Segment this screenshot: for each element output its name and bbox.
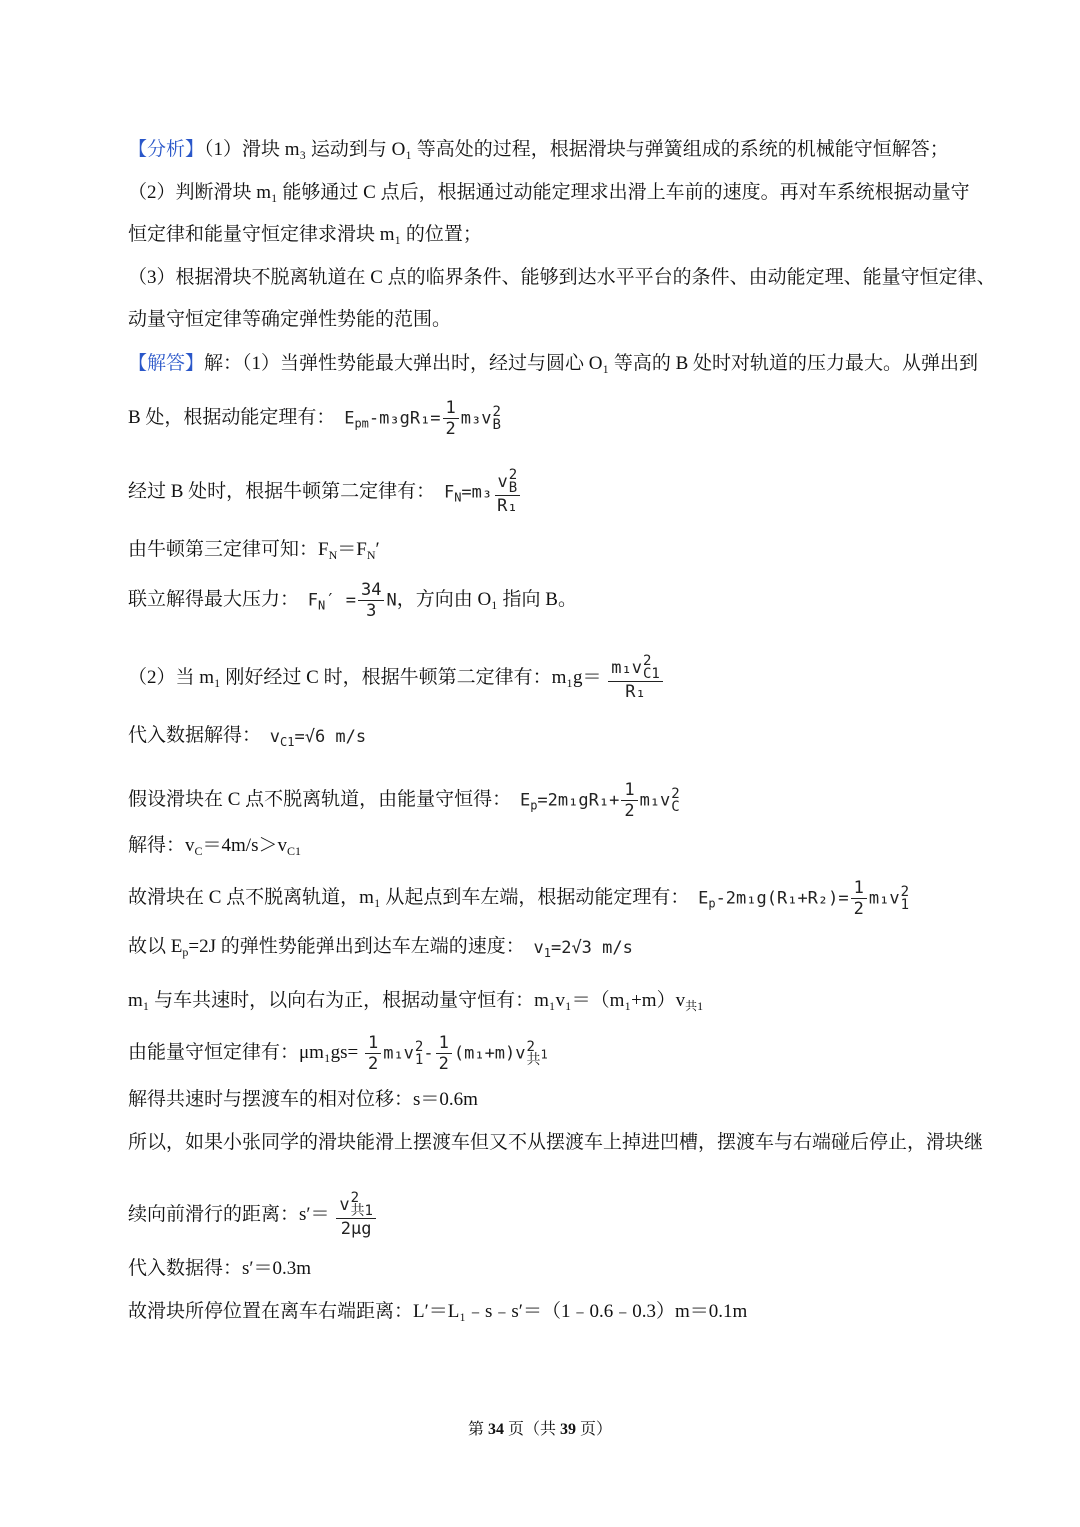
eq-part: [608, 655, 663, 682]
footer-text: 页）: [576, 1421, 613, 1438]
solution-line-2: [128, 398, 501, 439]
solution-line-14: 解得共速时与摆渡车的相对位移：s＝0.6m: [128, 1089, 478, 1110]
solution-line-16: [128, 1192, 378, 1239]
eq-part: 共1: [350, 1203, 373, 1219]
solution-line-6: [128, 655, 665, 702]
eq-part: 1: [365, 1033, 381, 1054]
eq-part: (m₁+m)v: [453, 1043, 526, 1064]
text: 由牛顿第三定律可知：F: [128, 539, 329, 560]
equation-work-energy: [698, 878, 909, 919]
eq-part: E: [519, 790, 531, 811]
eq-part: N: [454, 490, 462, 505]
fraction: [365, 1033, 381, 1074]
equation-energy-b: [344, 398, 501, 439]
text: ′: [375, 539, 380, 560]
sub: C1: [286, 844, 301, 858]
eq-part: v: [269, 726, 281, 747]
text: 故滑块在 C 点不脱离轨道，m₁ 从起点到车左端，根据动能定理有：: [128, 886, 690, 908]
eq-part: 2: [492, 403, 501, 420]
solution-tag: 【解答】: [128, 353, 205, 374]
eq-part: p: [708, 896, 716, 911]
eq-part: 1: [621, 780, 637, 801]
sub: N: [328, 548, 338, 562]
analysis-line-2: （2）判断滑块 m₁ 能够通过 C 点后，根据通过动能定理求出滑上车前的速度。再对车系统根据动量守: [128, 182, 970, 203]
analysis-line-1: [128, 137, 949, 163]
sub: N: [366, 548, 376, 562]
eq-part: 1: [851, 878, 867, 899]
analysis-line-4: （3）根据滑块不脱离轨道在 C 点的临界条件、能够到达水平平台的条件、由动能定理、能量守恒定律、: [128, 267, 996, 288]
eq-part: 1: [900, 896, 910, 913]
text: 由能量守恒定律有：μm₁gs=: [128, 1041, 359, 1063]
text: B 处，根据动能定理有：: [128, 406, 336, 428]
eq-part: [336, 1192, 376, 1219]
eq-part: 2: [642, 653, 652, 669]
eq-part: 1: [540, 1047, 548, 1062]
analysis-line-5: 动量守恒定律等确定弹性势能的范围。: [128, 309, 452, 330]
eq-part: m₁v: [383, 1043, 414, 1064]
eq-part: N: [386, 590, 397, 611]
sub: 共1: [685, 999, 704, 1013]
supsub: [671, 785, 680, 815]
eq-part: =√6 m/s: [294, 726, 367, 747]
eq-part: =2m₁gR₁+: [537, 790, 620, 811]
footer-text: 第: [467, 1421, 488, 1438]
eq-part: 1: [543, 945, 551, 960]
equation-v1: [533, 935, 632, 961]
equation-energy-conservation: [363, 1033, 548, 1074]
solution-line-7: [128, 723, 366, 750]
eq-part: -: [423, 1043, 434, 1064]
eq-part: m₁v: [868, 888, 900, 909]
analysis-tag: 【分析】: [128, 139, 205, 160]
supsub: [351, 1192, 373, 1218]
solution-line-18: 故滑块所停位置在离车右端距离：L′＝L₁﹣s﹣s′＝（1﹣0.6﹣0.3）m＝0.1m: [128, 1301, 748, 1322]
sub: C: [194, 844, 203, 858]
fraction: [358, 580, 384, 621]
eq-part: C1: [642, 666, 660, 682]
eq-part: 3: [366, 601, 377, 621]
eq-part: =m₃: [461, 482, 493, 503]
text: 联立解得最大压力：: [128, 588, 300, 610]
supsub: [643, 655, 660, 681]
solution-line-11: [128, 934, 633, 961]
eq-part: 2: [350, 1190, 359, 1206]
text: ＝4m/s＞v: [202, 835, 287, 856]
sub: p: [182, 945, 189, 959]
analysis-text-1: （1）滑块 m₃ 运动到与 O₁ 等高处的过程，根据滑块与弹簧组成的系统的机械能守恒解答；: [204, 139, 949, 160]
text: 解得：v: [128, 835, 195, 856]
eq-part: 1: [443, 398, 459, 419]
eq-part: 共: [526, 1051, 541, 1068]
solution-line-8: [128, 780, 680, 821]
fraction: [608, 655, 663, 702]
eq-part: -m₃gR₁=: [368, 408, 441, 429]
eq-part: m₁v: [611, 658, 642, 678]
eq-part: pm: [354, 416, 369, 431]
supsub: [900, 883, 910, 913]
equation-newton-b: [444, 469, 523, 516]
eq-part: 1: [414, 1051, 424, 1068]
eq-part: m₃v: [460, 408, 492, 429]
solution-line-13: [128, 1033, 548, 1074]
eq-part: v: [339, 1195, 350, 1215]
solution-line-12: [128, 988, 703, 1014]
eq-part: C1: [280, 734, 295, 749]
text: ，方向由 O₁ 指向 B。: [396, 588, 577, 610]
text: 代入数据解得：: [128, 725, 262, 746]
page-footer: [0, 1416, 1080, 1439]
eq-part: 2: [526, 1038, 535, 1055]
text: =2J 的弹性势能弹出到达车左端的速度：: [188, 936, 525, 957]
fraction: [336, 1192, 376, 1239]
solution-line-15: 所以，如果小张同学的滑块能滑上摆渡车但又不从摆渡车上掉进凹槽，摆渡车与右端碰后停止，滑块继: [128, 1132, 984, 1153]
eq-part: R₁: [497, 496, 518, 516]
eq-part: N: [318, 598, 326, 613]
eq-part: v: [497, 472, 508, 492]
eq-part: 2: [445, 419, 456, 439]
eq-part: F: [443, 482, 455, 503]
eq-part: [495, 469, 521, 496]
fraction: [621, 780, 637, 821]
text: m₁ 与车共速时，以向右为正，根据动量守恒有：m₁v₁＝（m₁+m）v: [128, 990, 686, 1011]
solution-line-1: [128, 351, 978, 377]
solution-line-3: [128, 469, 523, 516]
eq-part: m₁v: [639, 790, 671, 811]
eq-part: C: [671, 798, 680, 815]
eq-part: 34: [358, 580, 384, 601]
solution-line-10: [128, 878, 909, 919]
fraction: [851, 878, 867, 919]
eq-part: =2√3 m/s: [550, 937, 633, 958]
supsub: 2 B: [508, 467, 518, 496]
fraction: [443, 398, 459, 439]
eq-part: 2: [853, 899, 864, 919]
eq-part: 2: [367, 1054, 379, 1074]
eq-part: ′ =: [325, 590, 356, 611]
eq-part: F: [307, 590, 319, 611]
text: 续向前滑行的距离：s′＝: [128, 1203, 330, 1225]
eq-part: 2: [624, 801, 635, 821]
eq-part: 2: [438, 1054, 449, 1074]
eq-part: E: [698, 888, 709, 909]
analysis-line-3: 恒定律和能量守恒定律求滑块 m₁ 的位置；: [128, 224, 482, 245]
eq-part: 1: [436, 1033, 452, 1054]
text: 假设滑块在 C 点不脱离轨道，由能量守恒得：: [128, 788, 512, 810]
solution-line-9: [128, 833, 301, 859]
equation-max-force: [308, 580, 397, 621]
supsub: [526, 1038, 541, 1068]
solution-line-4: [128, 537, 380, 563]
eq-part: v: [533, 937, 544, 958]
footer-text: 页（共: [503, 1421, 560, 1438]
page-total: 39: [560, 1421, 576, 1438]
text: （2）当 m₁ 刚好经过 C 时，根据牛顿第二定律有：m₁g＝: [128, 666, 602, 688]
fraction: [436, 1033, 452, 1074]
supsub: 2 B: [492, 403, 501, 433]
eq-part: 2μg: [340, 1219, 372, 1239]
text: 经过 B 处时，根据牛顿第二定律有：: [128, 480, 436, 502]
equation-slide-distance: [334, 1192, 378, 1239]
fraction: [494, 469, 520, 516]
eq-part: 2: [900, 883, 910, 900]
solution-text-1: 解：（1）当弹性势能最大弹出时，经过与圆心 O₁ 等高的 B 处时对轨道的压力最大。从弹出到: [204, 353, 979, 374]
text: 故以 E: [128, 936, 183, 957]
eq-part: 2: [671, 785, 680, 802]
text: ＝F: [337, 539, 367, 560]
eq-part: -2m₁g(R₁+R₂)=: [715, 888, 849, 909]
page-number: 34: [487, 1421, 504, 1438]
solution-line-5: [128, 580, 577, 621]
equation-energy-c: [520, 780, 680, 821]
equation-vc1: [270, 724, 366, 750]
equation-critical-c: [606, 655, 665, 702]
eq-part: R₁: [625, 682, 646, 702]
solution-line-17: 代入数据得：s′＝0.3m: [128, 1258, 312, 1279]
eq-part: p: [530, 798, 538, 813]
eq-part: 2: [414, 1038, 424, 1055]
eq-part: E: [344, 408, 355, 429]
eq-part: 2: [508, 467, 518, 483]
